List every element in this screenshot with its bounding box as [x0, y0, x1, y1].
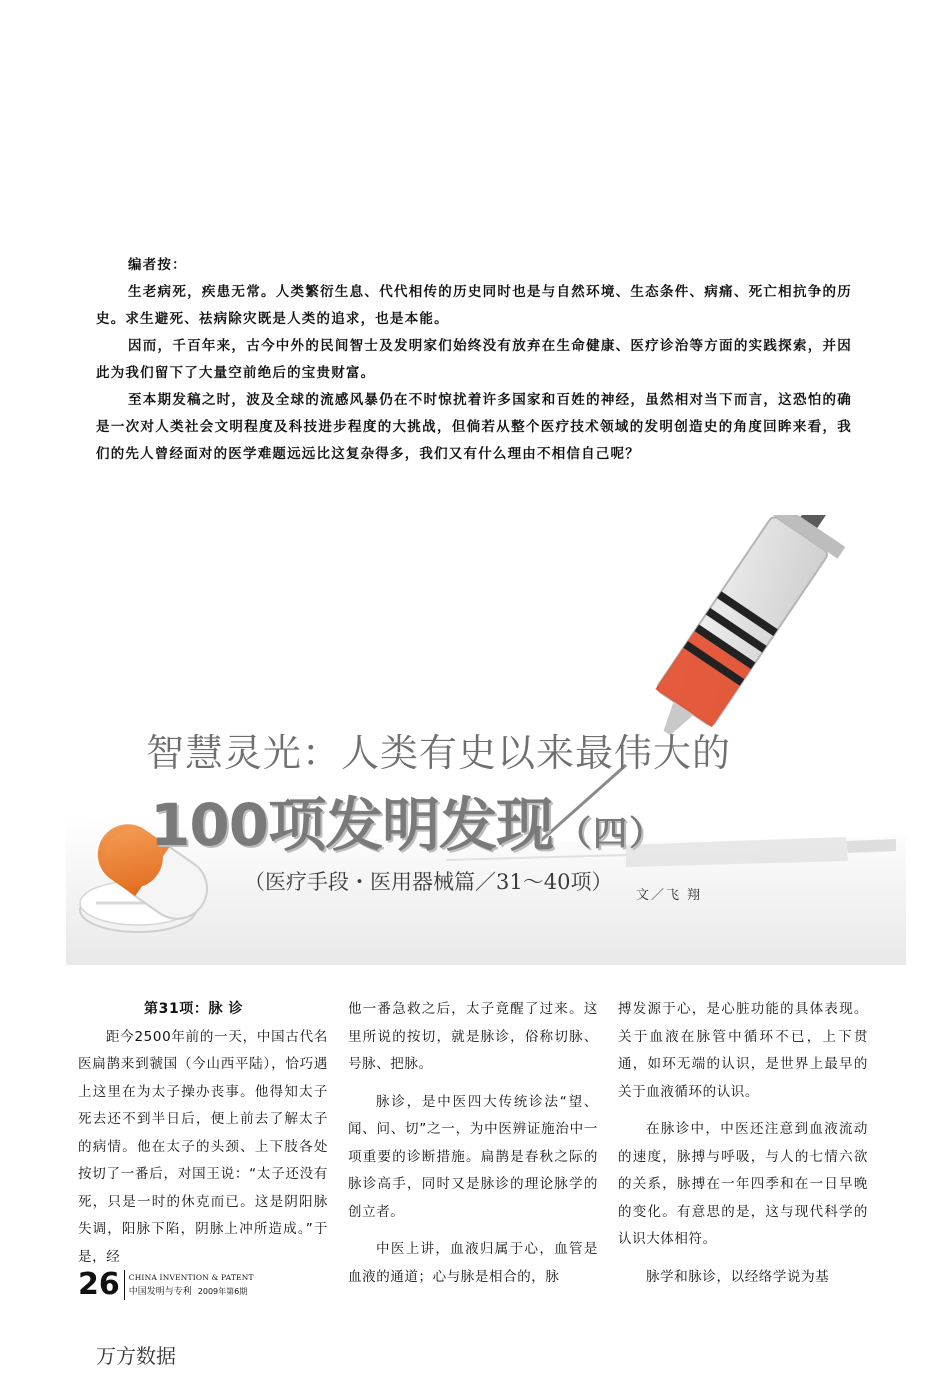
editor-note-paragraph: 因而，千百年来，古今中外的民间智士及发明家们始终没有放弃在生命健康、医疗诊治等方面的实践探索，并因此为我们留下了大量空前绝后的宝贵财富。: [96, 338, 852, 381]
article-paragraph: 中医上讲，血液归属于心，血管是血液的通道；心与脉是相合的，脉: [348, 1241, 598, 1285]
subtitle: （医疗手段・医用器械篇／31～40项）: [244, 870, 613, 894]
title-line-1: 智慧灵光：人类有史以来最伟大的: [146, 731, 732, 775]
title-main: 100项发明发现: [150, 791, 554, 859]
magazine-name-en: CHINA INVENTION & PATENT: [128, 1273, 254, 1282]
editor-note-heading: 编者按：: [128, 257, 187, 273]
article-column-2: [348, 996, 598, 1291]
article-paragraph: 脉学和脉诊，以经络学说为基: [646, 1268, 830, 1285]
article-paragraph: 他一番急救之后，太子竟醒了过来。这里所说的按切，就是脉诊，俗称切脉、号脉、把脉。: [348, 1001, 598, 1072]
article-column-3: [618, 996, 868, 1291]
editor-note-paragraph: 生老病死，疾患无常。人类繁衍生息、代代相传的历史同时也是与自然环境、生态条件、病痛、死亡相抗争的历史。求生避死、祛病除灾既是人类的追求，也是本能。: [96, 284, 852, 327]
title-part: （四）: [557, 814, 666, 854]
article-paragraph: 脉诊，是中医四大传统诊法“望、闻、问、切”之一，为中医辨证施治中一项重要的诊断措施。扁鹊是春秋之际的脉诊高手，同时又是脉诊的理论脉学的创立者。: [348, 1093, 598, 1220]
watermark: 万方数据: [96, 1344, 176, 1368]
page-number: 26: [78, 1270, 125, 1300]
page-footer: [78, 1267, 254, 1302]
editor-note: [96, 252, 852, 468]
magazine-name-cn: [129, 1284, 254, 1297]
issue-label: 2009年第6期: [197, 1287, 248, 1296]
section-title: 第31项：脉 诊: [144, 1001, 244, 1017]
article-column-1: [78, 996, 328, 1271]
article-paragraph: 距今2500年前的一天，中国古代名医扁鹊来到虢国（今山西平陆），恰巧遇上这里在为太子操办丧事。他得知太子死去还不到半日后，便上前去了解太子的病情。他在太子的头颈、上下肢各处按切了一番后，对国王说：“太子还没有死，只是一时的休克而已。这是阴阳脉失调，阳脉下陷，阴脉上冲所造成。”于是，经: [78, 1028, 328, 1265]
title-line-2: [150, 778, 665, 862]
magazine-info: [129, 1273, 254, 1297]
magazine-name-cn-text: 中国发明与专利: [128, 1287, 192, 1297]
article-paragraph: 在脉诊中，中医还注意到血液流动的速度，脉搏与呼吸，与人的七情六欲的关系，脉搏在一年四季和在一日早晚的变化。有意思的是，这与现代科学的认识大体相符。: [618, 1121, 868, 1247]
byline: 文／飞 翔: [636, 888, 703, 903]
article-paragraph: 搏发源于心，是心脏功能的具体表现。关于血液在脉管中循环不已，上下贯通，如环无端的认识，是世界上最早的关于血液循环的认识。: [618, 1001, 868, 1100]
editor-note-paragraph: 至本期发稿之时，波及全球的流感风暴仍在不时惊扰着许多国家和百姓的神经，虽然相对当下而言，这恐怕的确是一次对人类社会文明程度及科技进步程度的大挑战，但倘若从整个医疗技术领域的发明创造史的角度回眸来看，我们的先人曾经面对的医学难题远远比这复杂得多，我们又有什么理由不相信自己呢？: [96, 392, 852, 462]
